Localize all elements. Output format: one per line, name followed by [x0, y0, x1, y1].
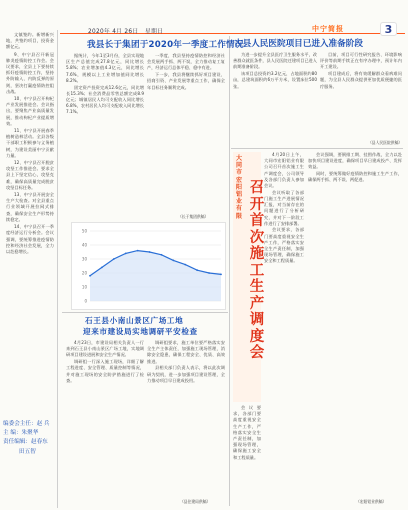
feature-vertical-subtitle-char: 同 — [235, 162, 242, 170]
feature-vertical-subtitle-char: 阳 — [235, 183, 242, 191]
page-number-badge — [380, 22, 397, 36]
editorial-credits — [3, 420, 53, 457]
article3-headline-line1: 石王县小南山景区广场工地 — [85, 316, 184, 325]
article1-headline: 我县长于集团于2020年一季度工作情况 — [87, 40, 244, 50]
feature-vertical-title-char: 度 — [249, 328, 265, 345]
feature-vertical-subtitle — [233, 155, 245, 220]
page-number: 3 — [384, 23, 393, 36]
article2-paragraph: 该项目总投资约3.2亿元，占地面积约80亩，总建筑面积约6万平方米，设置床位500张。 — [233, 71, 317, 89]
feature-vertical-subtitle-char: 宏 — [235, 176, 242, 184]
chart-point — [172, 260, 174, 262]
sidebar-paragraph: 12、中宁县召开脱贫攻坚工作推进会。要求全县上下坚定信心，攻坚克难，确保高质量完成脱贫攻坚目标任务。 — [6, 160, 54, 190]
chart-area-fill — [90, 251, 221, 301]
section-logo: 中宁简报 — [312, 25, 344, 33]
feature-paragraph: 同时，要统筹做好疫情防控和施工生产工作，确保两手抓、两不误、两促进。 — [308, 171, 402, 183]
article3-headline-line2: 迎来市建设局实地调研平安检查 — [83, 327, 198, 336]
feature-vertical-title-char: 产 — [249, 295, 265, 312]
chart-point — [196, 269, 198, 271]
section-divider — [62, 312, 228, 313]
issue-date: 2020年 4月 26日 — [88, 29, 139, 35]
chart-point — [125, 253, 127, 255]
chart-y-tick-label: 50 — [81, 228, 87, 234]
article1-body-left — [66, 53, 144, 213]
chart-point — [89, 275, 91, 277]
article3-paragraph: 调研组要求，施工单位要严格落实安全生产主体责任，加强施工现场管理，消除安全隐患，确保工程安全、优质、高效推进。 — [147, 340, 225, 364]
sidebar-paragraph: 9、中宁县召开新冠肺炎疫情防控工作会。会议要求，全县上下要持续抓好疫情防控工作，坚持外防输入、内防反弹的原则，坚决打赢疫情防控阻击战。 — [6, 51, 54, 94]
article3-paragraph: 4月23日，市建设局相关负责人一行来到石王县小南山景区广场工地，实地调研项目建设进展和安全生产情况。 — [66, 340, 144, 358]
feature-body-col1 — [264, 152, 304, 502]
article3-paragraph: 县相关部门负责人表示，将以此次调研为契机，进一步加强项目建设管理，全力推动项目早日建成投用。 — [147, 365, 225, 383]
chart-y-tick-label: 0 — [84, 298, 87, 304]
chart-y-tick-label: 40 — [81, 242, 87, 248]
article2-body-right — [320, 52, 402, 140]
article1-paragraph: 一季度，我县坚持疫情防控和经济社会发展两手抓、两不误，全力推动复工复产，经济运行总体平稳、稳中有进。 — [147, 53, 225, 71]
feature-vertical-title-char: 会 — [249, 345, 265, 361]
article1-paragraph: 据统计，今年1至3月份，全县实现地区生产总值完成27.8亿元，同比增长5.8%；农业增加值4.3亿元，同比增长7.6%，规模以上工业增加值同比增长8.2%。 — [66, 53, 144, 83]
chart-point — [161, 254, 163, 256]
article3-body-right — [147, 340, 225, 498]
chart-point — [101, 267, 103, 269]
chart-y-ticks — [82, 229, 88, 304]
section-divider — [231, 148, 403, 149]
sidebar-paragraph: 13、中宁县开展安全生产大检查。对全县重点行业领域开展拉网式排查，确保安全生产形势持续稳定。 — [6, 192, 54, 222]
chart-y-tick-label: 10 — [81, 284, 87, 290]
article2-paragraph: 目前，项目可行性研究报告、环境影响评价等前期手续正在有序办理中，预计年内开工建设。 — [320, 52, 402, 70]
feature-paragraph: 会议听取了各部门施工生产进展情况汇报，对当前存在的问题进行了分析研究，并对下一阶段工作进行了安排部署。 — [264, 189, 304, 226]
article1-paragraph: 下一步，我县将继续抓好项目建设、招商引资、产业发展等重点工作，确保全年目标任务顺利完成。 — [147, 72, 225, 90]
chart-point — [149, 251, 151, 253]
feature-vertical-title-char: 首 — [249, 213, 265, 229]
article3-byline: （县住建局供稿） — [180, 499, 211, 504]
feature-vertical-title-char: 工 — [249, 262, 265, 279]
feature-vertical-subtitle-char: 业 — [235, 198, 242, 206]
chart-container — [71, 222, 226, 310]
sidebar-paragraph: 14、中宁县召开一季度经济运行分析会。会议强调，要统筹推进疫情防控和经济社会发展，全力以赴稳增长。 — [6, 224, 54, 254]
article2-byline: （县人民医院供稿） — [368, 140, 403, 145]
feature-vertical-title-char: 召 — [249, 180, 265, 196]
feature-paragraph: 会议要求，各部门要高度重视安全生产工作，严格落实安全生产责任制，加强现场管理，确保施工安全和工程质量。 — [264, 227, 304, 264]
feature-byline: （宏阳铝业供稿） — [356, 499, 387, 504]
chart-point — [113, 258, 115, 260]
article2-headline: 古县人民医院项目已进入准备阶段 — [234, 39, 363, 49]
credit-line: 责任编辑：赵春东 — [3, 439, 48, 446]
chart-point — [208, 272, 210, 274]
credit-line: 编委会主任：赵 兵 — [3, 421, 50, 427]
feature-vertical-subtitle-char: 限 — [235, 212, 242, 220]
feature-body-col2 — [308, 152, 402, 497]
article1-byline: （长于集团供稿） — [178, 214, 209, 219]
feature-vertical-title-char: 施 — [249, 246, 265, 262]
chart-point — [137, 250, 139, 252]
feature-vertical-subtitle-char: 有 — [235, 205, 242, 213]
article2-paragraph: 为进一步提升全县医疗卫生服务水平，改善群众就医条件，县人民医院迁建项目已进入前期准备阶段。 — [233, 52, 317, 70]
feature-body-bottom — [233, 405, 261, 500]
article2-paragraph: 项目建成后，将有效缓解群众看病难问题，为全县人民群众提供更加优质便捷的医疗服务。 — [320, 71, 402, 89]
chart-y-tick-label: 20 — [81, 270, 87, 276]
sidebar-paragraph: 10、中宁县召开枸杞产业发展推进会。会议指出，要聚焦产业高质量发展，推动枸杞产业提质增效。 — [6, 96, 54, 126]
feature-vertical-title-char: 生 — [249, 279, 265, 295]
feature-vertical-title-char: 调 — [249, 312, 265, 328]
chart-y-tick-label: 30 — [81, 256, 87, 262]
feature-vertical-title-char: 次 — [249, 229, 265, 246]
article1-paragraph: 固定资产投资完成12.6亿元，同比增长15.3%；社会消费品零售总额完成8.9亿元；城镇居民人均可支配收入同比增长6.8%，农村居民人均可支配收入同比增长7.1%。 — [66, 84, 144, 115]
feature-vertical-subtitle-char: 市 — [235, 169, 242, 177]
sidebar-paragraph: 11、中宁县开展春季植树造林活动。全县各级干部职工积极参与义务植树，为建设美丽中宁贡献力量。 — [6, 128, 54, 158]
sidebar-briefs — [3, 30, 57, 430]
feature-paragraph: 会议强调，要倒排工期、挂图作战，全力以赴加快项目建设进度，确保项目早日建成投产、发挥效益。 — [308, 152, 402, 170]
article1-body-right — [147, 53, 225, 213]
sidebar-paragraph: 文镇签约。新增新兴地，共签约项目，投资金额亿元。 — [6, 32, 54, 50]
credit-line: 田五智 — [19, 448, 36, 455]
feature-vertical-title-char: 开 — [249, 196, 265, 213]
column-divider — [229, 36, 230, 506]
feature-paragraph: 会议要求，各部门要高度重视安全生产工作，严格落实安全生产责任制，加强现场管理，确保施工安全和工程质量。 — [233, 405, 261, 460]
feature-vertical-subtitle-char: 大 — [235, 155, 242, 162]
chart-point — [184, 264, 186, 266]
article2-body-left — [233, 52, 317, 140]
feature-paragraph: 4月20日上午，大同市宏阳铝业有限公司召开首次施工生产调度会，公司领导及各部门负责人参加会议。 — [264, 152, 304, 189]
article3-paragraph: 调研组一行深入施工现场，详细了解工程进度、安全管理、质量控制等情况，并对施工现场的安全防护措施进行了检查。 — [66, 359, 144, 383]
dateline — [88, 26, 163, 35]
line-chart — [72, 223, 227, 311]
issue-weekday: 星期日 — [144, 29, 164, 35]
credit-line: 主 编：朱聚华 — [3, 430, 39, 437]
article3-body-left — [66, 340, 144, 498]
chart-point — [220, 274, 222, 276]
feature-vertical-subtitle-char: 铝 — [235, 191, 242, 199]
